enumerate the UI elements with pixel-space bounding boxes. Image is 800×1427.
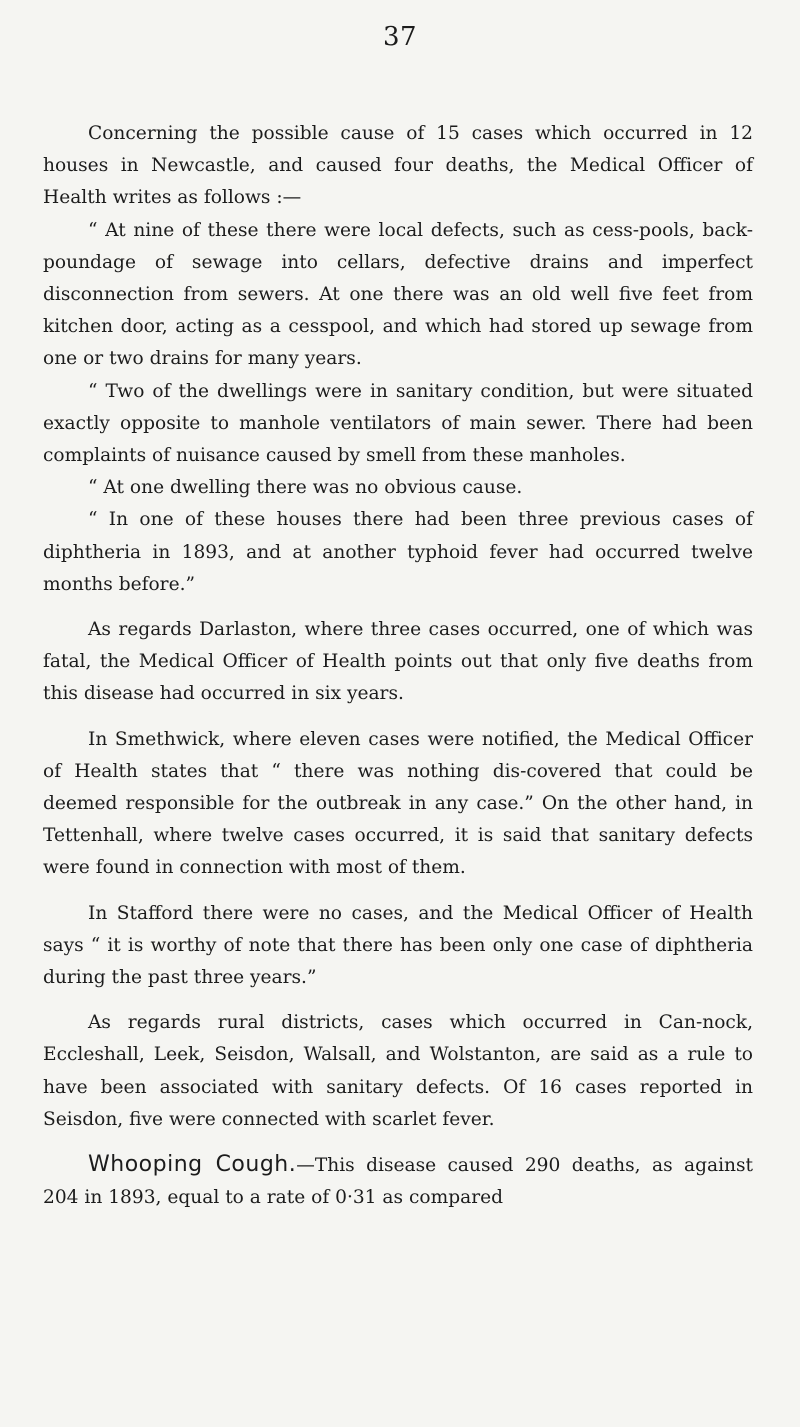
section-heading-whooping-cough: Whooping Cough. xyxy=(88,1152,297,1178)
paragraph-smethwick: In Smethwick, where eleven cases were notified, the Medical Officer of Health states that “ there was nothing dis-covered that could be deemed responsible for the outbreak in any case.” On the other hand, in Tettenhall, where twelve cases occurred, it is said that sanitary defects were found in connection with most of them. xyxy=(43,728,753,879)
quote-no-cause: “ At one dwelling there was no obvious cause. xyxy=(88,477,523,499)
paragraph-whooping-cough xyxy=(43,1149,753,1214)
body-text xyxy=(43,118,753,1215)
quote-local-defects: “ At nine of these there were local defects, such as cess-pools, back-poundage of sewage into cellars, defective drains and imperfect disconnection from sewers. At one there was an old well five feet from kitchen door, acting as a cesspool, and which had stored up sewage from one or two drains for many years. xyxy=(43,219,753,370)
paragraph-newcastle-intro: Concerning the possible cause of 15 cases which occurred in 12 houses in Newcastle, and caused four deaths, the Medical Officer of Health writes as follows :— xyxy=(43,123,753,209)
quote-previous-cases: “ In one of these houses there had been three previous cases of diphtheria in 1893, and at another typhoid fever had occurred twelve months before.” xyxy=(43,509,753,595)
page-number: 37 xyxy=(382,22,418,52)
paragraph-stafford: In Stafford there were no cases, and the Medical Officer of Health says “ it is worthy of note that there has been only one case of diphtheria during the past three years.” xyxy=(43,902,753,989)
whooping-cough-text: —This disease caused 290 deaths, as against 204 in 1893, equal to a rate of 0·31 as compared xyxy=(43,1155,754,1209)
paragraph-darlaston: As regards Darlaston, where three cases occurred, one of which was fatal, the Medical Officer of Health points out that only five deaths from this disease had occurred in six years. xyxy=(43,619,753,705)
paragraph-rural-districts: As regards rural districts, cases which occurred in Can-nock, Eccleshall, Leek, Seisdon, Walsall, and Wolstanton, are said as a rule to have been associated with sanitary defects. Of 16 cases reported in Seisdon, five were connected with scarlet fever. xyxy=(43,1012,753,1130)
quote-two-dwellings: “ Two of the dwellings were in sanitary condition, but were situated exactly opposite to manhole ventilators of main sewer. There had been complaints of nuisance caused by smell from these manholes. xyxy=(43,380,753,467)
